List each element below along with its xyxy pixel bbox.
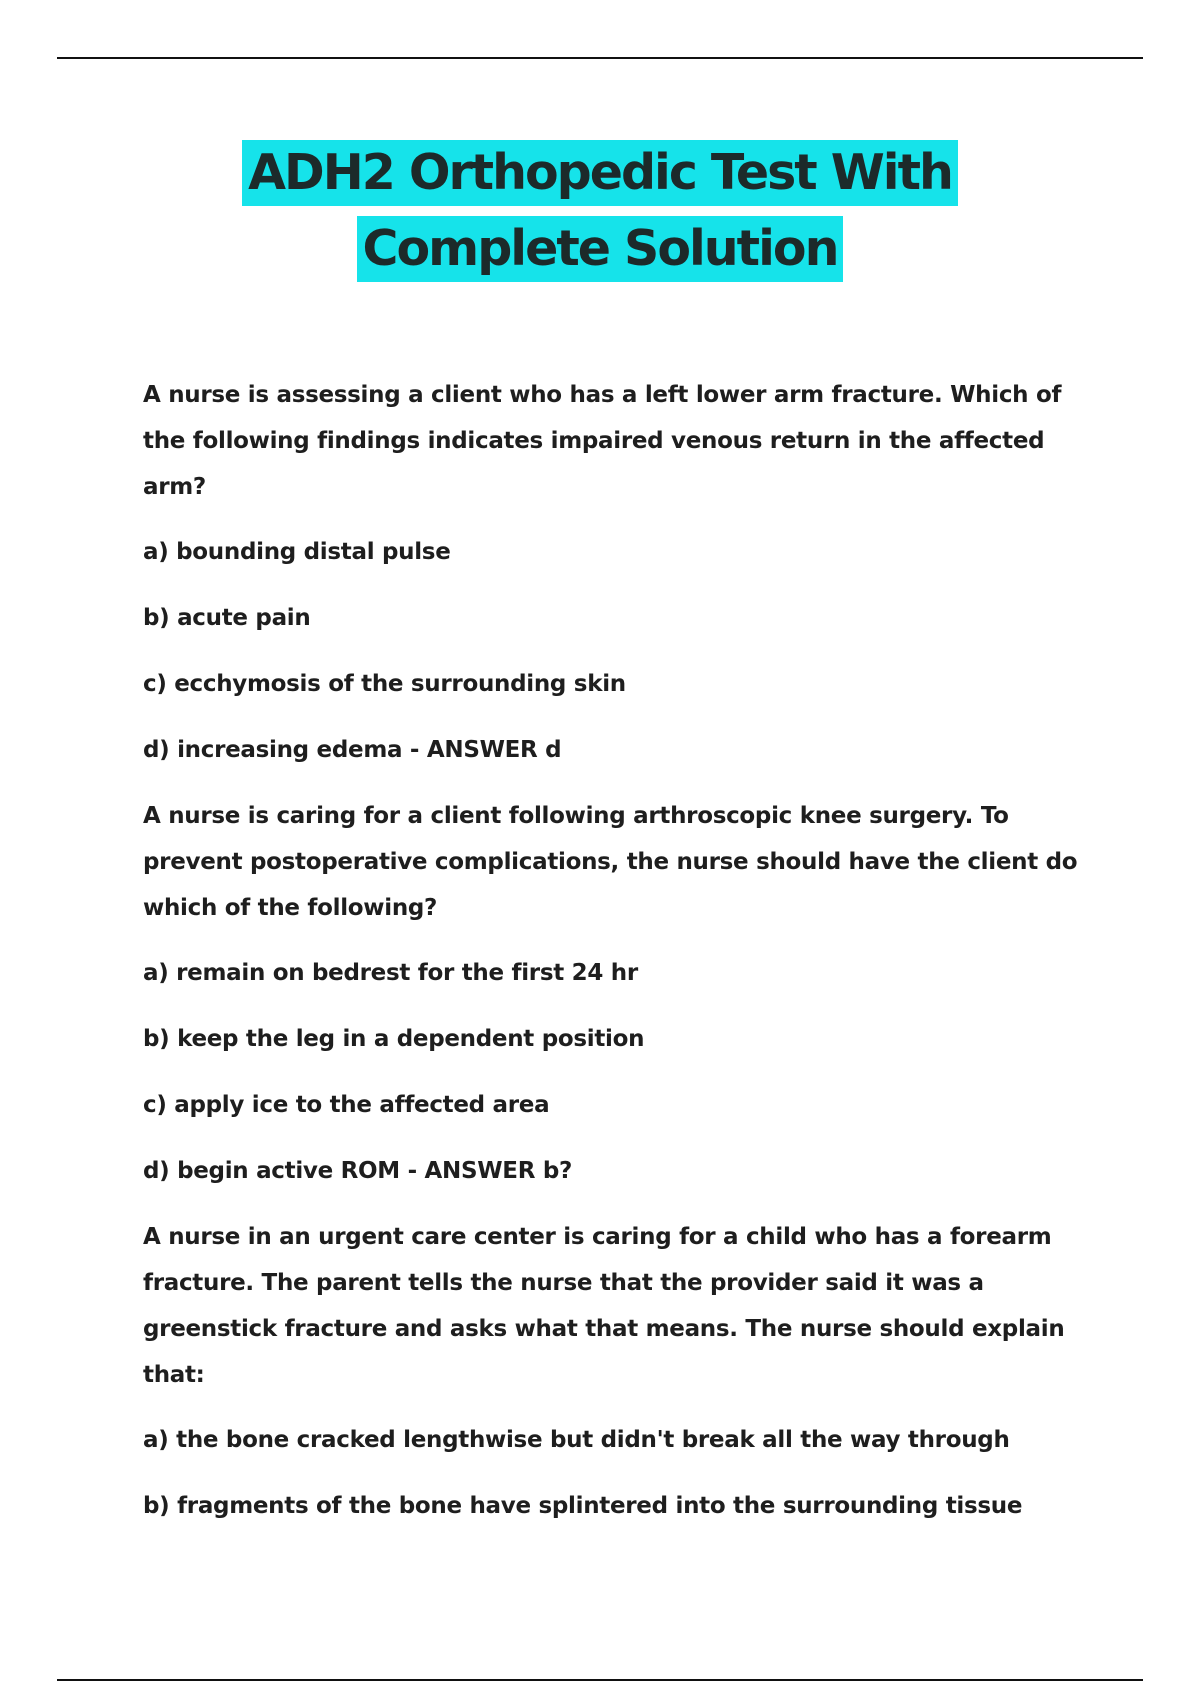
question-3-option-a: a) the bone cracked lengthwise but didn't break all the way through — [143, 1427, 1010, 1453]
question-list — [143, 372, 1103, 1549]
question-2-option-c: c) apply ice to the affected area — [143, 1092, 550, 1118]
question-1-stem: A nurse is assessing a client who has a left lower arm fracture. Which of the following findings indicates impaired venous return in the affected arm? — [143, 382, 1062, 500]
question-1-option-c: c) ecchymosis of the surrounding skin — [143, 671, 626, 697]
footer-rule — [57, 1679, 1143, 1681]
question-2-option-a: a) remain on bedrest for the first 24 hr — [143, 960, 638, 986]
title-line-1-text: ADH2 Orthopedic Test With — [242, 140, 958, 206]
question-1-option-a: a) bounding distal pulse — [143, 539, 451, 565]
question-1-option-d: d) increasing edema - ANSWER d — [143, 737, 562, 763]
document-title — [0, 140, 1200, 282]
title-line-2 — [0, 216, 1200, 282]
title-line-1 — [0, 140, 1200, 206]
question-3-stem: A nurse in an urgent care center is caring for a child who has a forearm fracture. The parent tells the nurse that the provider said it was a greenstick fracture and asks what that means. The nurse should explain that: — [143, 1224, 1065, 1388]
question-2-option-b: b) keep the leg in a dependent position — [143, 1026, 645, 1052]
question-1-option-b: b) acute pain — [143, 605, 311, 631]
question-3-option-b: b) fragments of the bone have splintered into the surrounding tissue — [143, 1493, 1023, 1519]
question-2-option-d: d) begin active ROM - ANSWER b? — [143, 1158, 573, 1184]
question-2-stem: A nurse is caring for a client following arthroscopic knee surgery. To prevent postoperative complications, the nurse should have the client do which of the following? — [143, 803, 1078, 921]
title-line-2-text: Complete Solution — [357, 216, 844, 282]
header-rule — [57, 57, 1143, 59]
